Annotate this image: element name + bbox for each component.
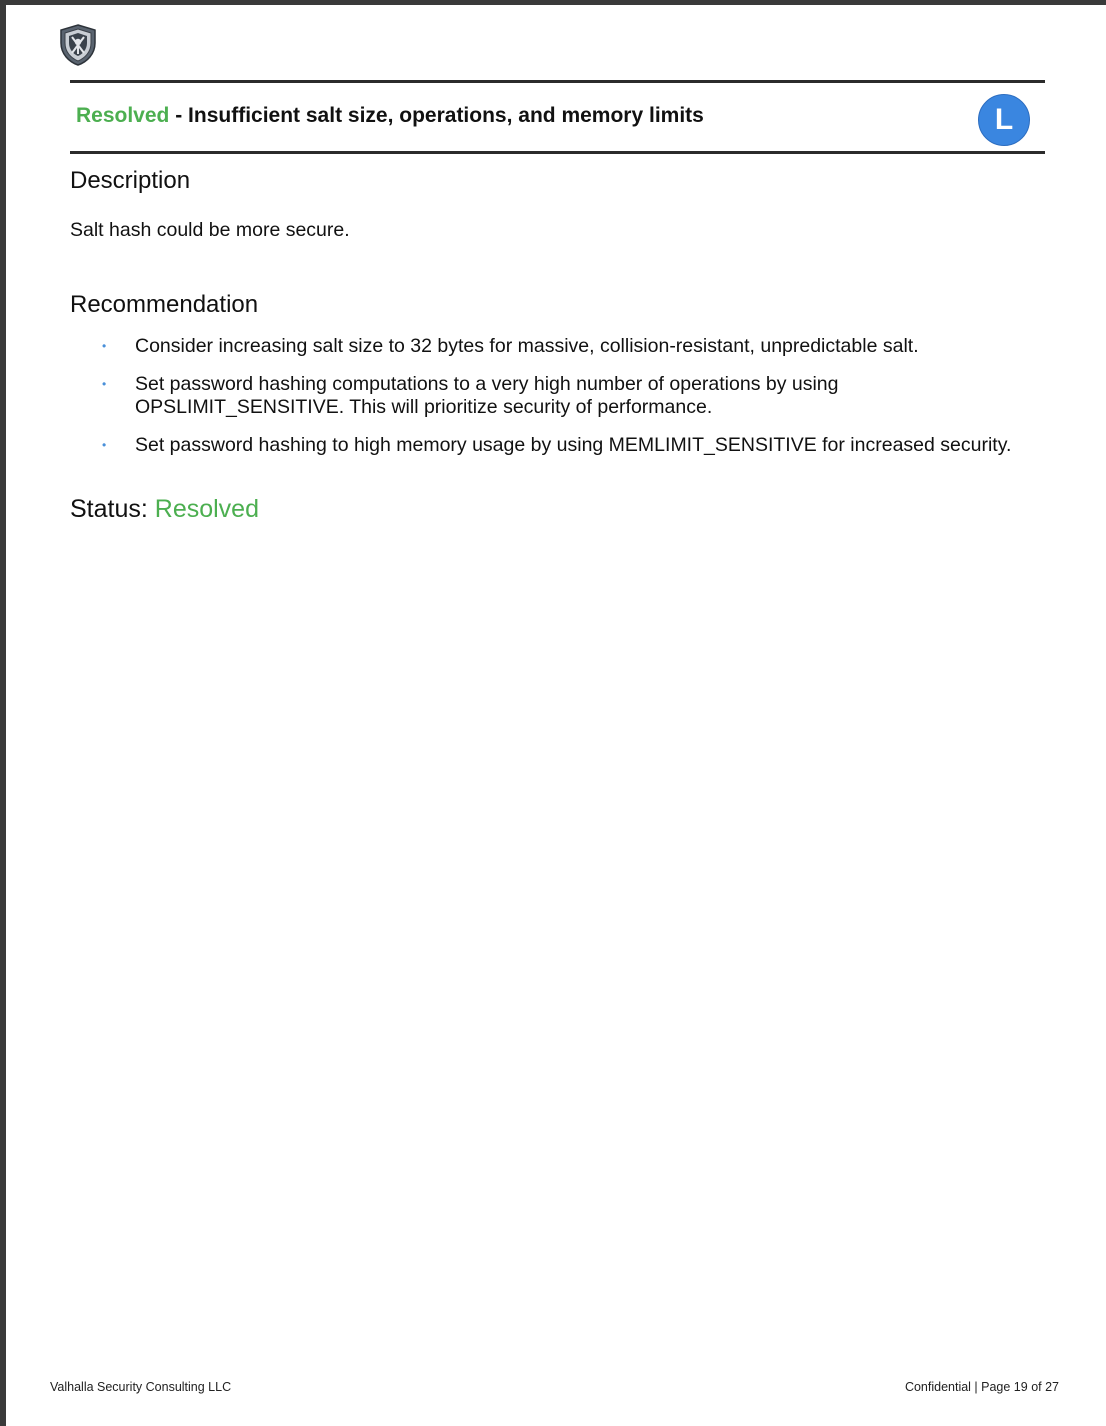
severity-badge: L xyxy=(978,94,1030,146)
recommendation-item xyxy=(70,335,1050,358)
bullet-icon: • xyxy=(102,339,107,353)
document-page xyxy=(6,5,1106,1426)
bullet-icon: • xyxy=(102,377,107,391)
finding-title-text: - Insufficient salt size, operations, and memory limits xyxy=(169,104,704,127)
recommendation-item xyxy=(70,434,1050,457)
recommendation-line: Set password hashing to high memory usage by using MEMLIMIT_SENSITIVE for increased security. xyxy=(135,434,1012,456)
finding-status-word: Resolved xyxy=(76,104,170,127)
status-label: Status: xyxy=(70,495,155,523)
recommendation-line: Set password hashing computations to a very high number of operations by using xyxy=(135,373,839,395)
status-value: Resolved xyxy=(154,495,259,523)
title-top-rule xyxy=(70,80,1045,83)
finding-title xyxy=(76,104,704,128)
status-line xyxy=(70,495,259,524)
title-bottom-rule xyxy=(70,151,1045,154)
description-heading: Description xyxy=(70,167,191,194)
recommendation-heading: Recommendation xyxy=(70,291,259,318)
recommendation-item xyxy=(70,373,1050,419)
recommendation-line: OPSLIMIT_SENSITIVE. This will prioritize security of performance. xyxy=(135,396,713,418)
description-text: Salt hash could be more secure. xyxy=(70,219,350,241)
recommendation-list xyxy=(70,335,1050,472)
bullet-icon: • xyxy=(102,438,107,452)
footer-page-info: Confidential | Page 19 of 27 xyxy=(904,1380,1059,1394)
shield-crest-icon xyxy=(58,23,98,67)
recommendation-line: Consider increasing salt size to 32 bytes for massive, collision-resistant, unpredictable salt. xyxy=(135,335,919,357)
footer-company: Valhalla Security Consulting LLC xyxy=(50,1380,232,1394)
